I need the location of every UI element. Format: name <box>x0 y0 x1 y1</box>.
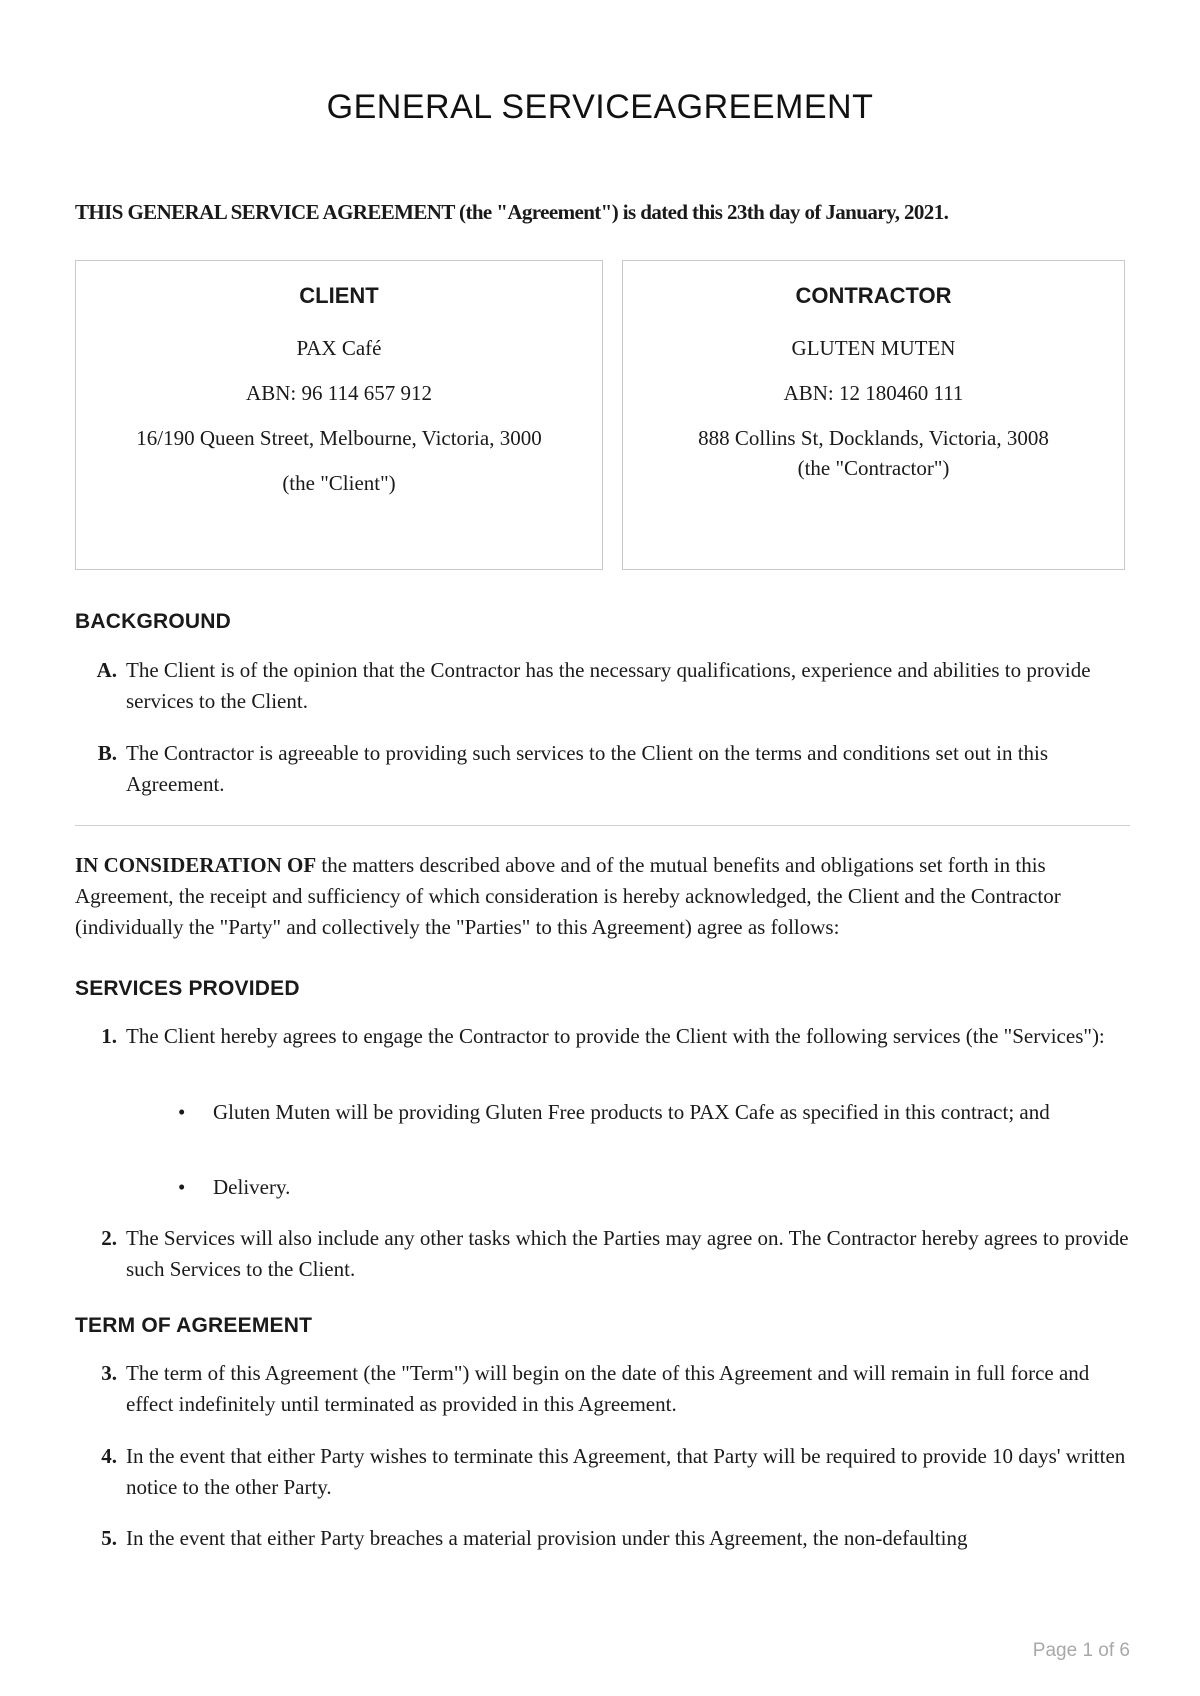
list-marker: 5. <box>101 1526 117 1550</box>
bullet-text: Delivery. <box>213 1175 291 1199</box>
client-address: 16/190 Queen Street, Melbourne, Victoria, 3000 <box>136 426 542 450</box>
list-marker: A. <box>96 658 117 682</box>
client-box <box>75 260 603 570</box>
contractor-abn: ABN: 12 180460 111 <box>783 381 964 405</box>
list-marker: 1. <box>101 1024 117 1048</box>
list-marker: 4. <box>101 1444 117 1468</box>
list-item-text: In the event that either Party breaches a material provision under this Agreement, the non-defaulting <box>126 1526 968 1550</box>
term-item <box>75 1358 1135 1420</box>
background-item <box>75 738 1135 800</box>
client-heading: CLIENT <box>299 283 379 308</box>
contractor-name: GLUTEN MUTEN <box>791 336 956 360</box>
list-item-text: In the event that either Party wishes to terminate this Agreement, that Party will be required to provide 10 days' written notice to the other Party. <box>126 1444 1126 1499</box>
list-item-text: The Contractor is agreeable to providing such services to the Client on the terms and conditions set out in this Agreement. <box>126 741 1049 796</box>
page-number: Page 1 of 6 <box>1032 1640 1130 1661</box>
dated-statement: THIS GENERAL SERVICE AGREEMENT (the "Agreement") is dated this 23th day of January, 2021. <box>75 200 949 224</box>
client-name: PAX Café <box>296 336 382 360</box>
services-item <box>75 1021 1135 1052</box>
contractor-heading: CONTRACTOR <box>795 283 952 308</box>
services-bullet <box>178 1097 1138 1128</box>
consideration-paragraph <box>75 850 1140 943</box>
list-item-text: The Client is of the opinion that the Contractor has the necessary qualifications, experience and abilities to provide services to the Client. <box>126 658 1091 713</box>
term-item <box>75 1523 1135 1554</box>
term-item <box>75 1441 1135 1503</box>
services-heading: SERVICES PROVIDED <box>75 977 300 1000</box>
list-marker: B. <box>97 741 117 765</box>
client-abn: ABN: 96 114 657 912 <box>246 381 432 405</box>
list-item-text: The Client hereby agrees to engage the Contractor to provide the Client with the following services (the "Services"): <box>126 1024 1105 1048</box>
contractor-label: (the "Contractor") <box>797 456 950 480</box>
list-marker: 2. <box>101 1226 117 1250</box>
bullet-dot: • <box>178 1175 186 1199</box>
client-label: (the "Client") <box>282 471 396 495</box>
bullet-text: Gluten Muten will be providing Gluten Free products to PAX Cafe as specified in this contract; and <box>213 1100 1050 1124</box>
background-item <box>75 655 1135 717</box>
list-marker: 3. <box>101 1361 117 1385</box>
contractor-box <box>622 260 1125 570</box>
contractor-address: 888 Collins St, Docklands, Victoria, 3008 <box>698 426 1049 450</box>
consideration-lead: IN CONSIDERATION OF <box>75 853 317 877</box>
list-item-text: The Services will also include any other tasks which the Parties may agree on. The Contractor hereby agrees to provide such Services to the Client. <box>126 1226 1129 1281</box>
section-divider <box>75 825 1130 826</box>
consideration-text: the matters described above and of the mutual benefits and obligations set forth in this Agreement, the receipt and sufficiency of which consideration is hereby acknowledged, the Client and the Contractor (individually the "Party" and collectively the "Parties" to this Agreement) agree as follows: <box>75 853 1061 939</box>
document-title: GENERAL SERVICEAGREEMENT <box>326 88 874 126</box>
bullet-dot: • <box>178 1100 186 1124</box>
services-bullet <box>178 1172 1138 1203</box>
services-item <box>75 1223 1135 1285</box>
list-item-text: The term of this Agreement (the "Term") will begin on the date of this Agreement and will remain in full force and effect indefinitely until terminated as provided in this Agreement. <box>126 1361 1090 1416</box>
background-heading: BACKGROUND <box>75 610 231 633</box>
term-heading: TERM OF AGREEMENT <box>75 1314 313 1337</box>
